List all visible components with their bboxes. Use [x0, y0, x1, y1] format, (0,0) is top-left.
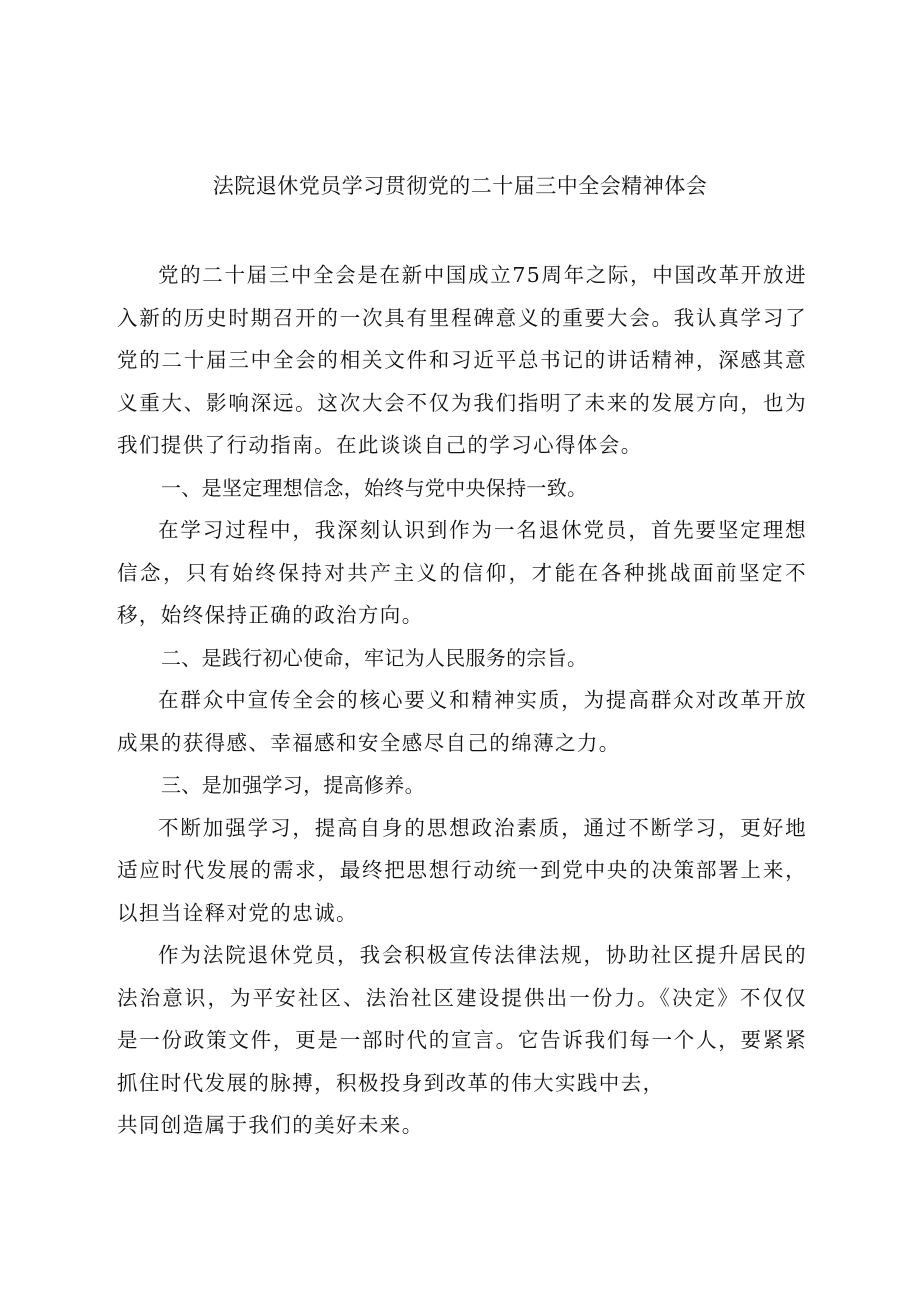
section-1-paragraph: 在学习过程中，我深刻认识到作为一名退休党员，首先要坚定理想信念，只有始终保持对共产主义的信仰，才能在各种挑战面前坚定不移，始终保持正确的政治方向。: [117, 518, 807, 627]
intro-paragraph: 党的二十届三中全会是在新中国成立75周年之际，中国改革开放进入新的历史时期召开的一次具有里程碑意义的重要大会。我认真学习了党的二十届三中全会的相关文件和习近平总书记的讲话精神，深感其意义重大、影响深远。这次大会不仅为我们指明了未来的发展方向，也为我们提供了行动指南。在此谈谈自己的学习心得体会。: [117, 263, 807, 457]
document-body: [117, 254, 807, 1147]
section-2-paragraph: 在群众中宣传全会的核心要义和精神实质，为提高群众对改革开放成果的获得感、幸福感和安全感尽自己的绵薄之力。: [117, 688, 807, 755]
section-3-paragraph: 不断加强学习，提高自身的思想政治素质，通过不断学习，更好地适应时代发展的需求，最终把思想行动统一到党中央的决策部署上来，以担当诠释对党的忠诚。: [117, 815, 807, 925]
section-1-heading: 一、是坚定理想信念，始终与党中央保持一致。: [161, 475, 588, 500]
document-title: 法院退休党员学习贯彻党的二十届三中全会精神体会: [212, 174, 708, 198]
conclusion-paragraph: 作为法院退休党员，我会积极宣传法律法规，协助社区提升居民的法治意识，为平安社区、法治社区建设提供出一份力。《决定》不仅仅是一份政策文件，更是一部时代的宣言。它告诉我们每一个人，要紧紧抓住时代发展的脉搏，积极投身到改革的伟大实践中去，: [117, 943, 807, 1095]
closing-line: 共同创造属于我们的美好未来。: [117, 1113, 424, 1137]
section-2-heading: 二、是践行初心使命，牢记为人民服务的宗旨。: [161, 645, 588, 670]
section-3-heading: 三、是加强学习，提高修养。: [161, 773, 425, 797]
